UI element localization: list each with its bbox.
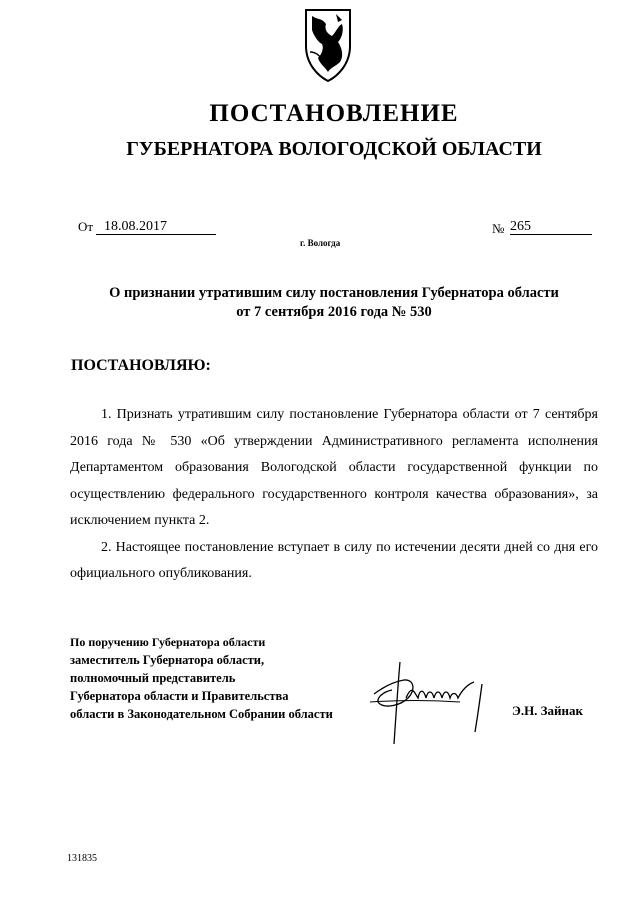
document-type-title: ПОСТАНОВЛЕНИЕ xyxy=(209,100,459,127)
handwritten-signature-icon xyxy=(370,654,505,749)
subject-line-1: О признании утратившим силу постановления Губернатора области xyxy=(109,285,559,301)
signature-line-2: заместитель Губернатора области, xyxy=(70,653,265,667)
vologda-coat-of-arms-icon xyxy=(298,6,358,84)
signature-line-3: полномочный представитель xyxy=(70,671,236,685)
document-body xyxy=(70,402,598,588)
signature-line-5: области в Законодательном Собрании области xyxy=(70,707,333,721)
signature-block xyxy=(70,633,333,723)
signature-line-4: Губернатора области и Правительства xyxy=(70,689,289,703)
issuer-title: ГУБЕРНАТОРА ВОЛОГОДСКОЙ ОБЛАСТИ xyxy=(126,138,542,160)
document-subject xyxy=(60,284,608,322)
signatory-name: Э.Н. Зайнак xyxy=(512,703,584,718)
document-number: 265 xyxy=(510,219,592,235)
signature-line-1: По поручению Губернатора области xyxy=(70,635,266,649)
number-label: № xyxy=(492,221,505,236)
decree-heading: ПОСТАНОВЛЯЮ: xyxy=(71,357,211,374)
date-label: От xyxy=(78,219,94,234)
paragraph-1: 1. Признать утратившим силу постановление Губернатора области от 7 сентября 2016 года № 530 «Об утверждении Административного регламента исполнения Департаментом образования Вологодской области государственной функции по осуществлению федерального государственного контроля качества образования», за исключением пункта 2. xyxy=(70,407,598,528)
paragraph-2: 2. Настоящее постановление вступает в силу по истечении десяти дней со дня его официального опубликования. xyxy=(70,539,598,581)
city-label: г. Вологда xyxy=(300,238,341,248)
document-date: 18.08.2017 xyxy=(96,219,216,235)
document-code: 131835 xyxy=(67,853,97,864)
subject-line-2: от 7 сентября 2016 года № 530 xyxy=(236,304,432,320)
